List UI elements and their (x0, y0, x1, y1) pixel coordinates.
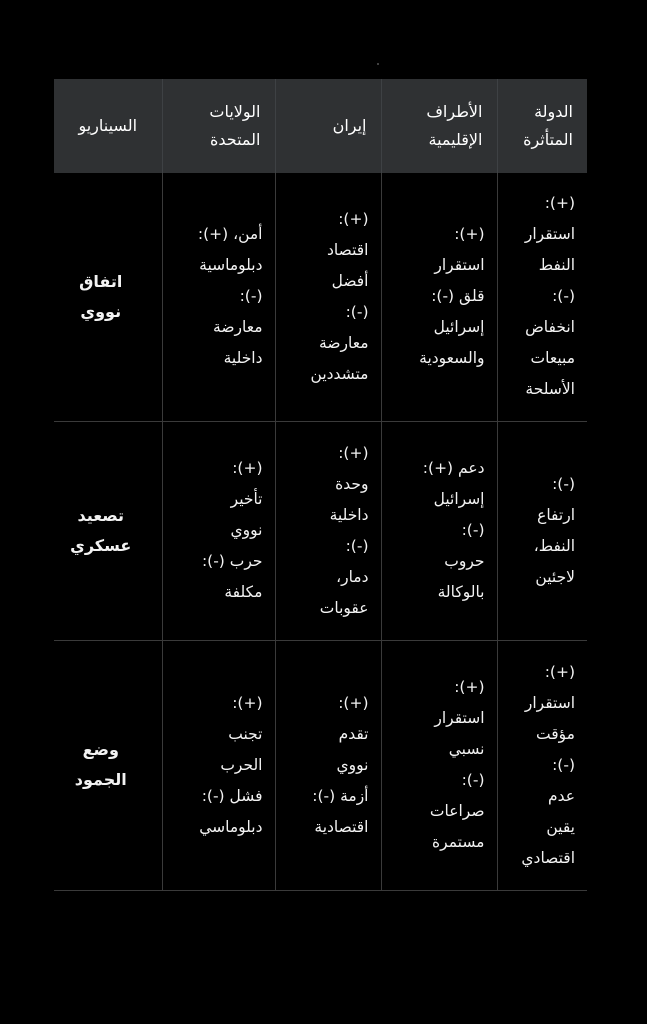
cell-scenario: اتفاق نووي (54, 173, 162, 421)
header-regional-parties: الأطراف الإقليمية (381, 79, 497, 173)
header-iran: إيران (275, 79, 381, 173)
cell-affected-state: (+): استقرار مؤقت (-): عدم يقين اقتصادي (497, 640, 587, 890)
header-affected-state: الدولة المتأثرة (497, 79, 587, 173)
header-united-states: الولايات المتحدة (162, 79, 275, 173)
cell-affected-state: (-): ارتفاع النفط، لاجئين (497, 421, 587, 640)
cell-regional-parties: (+): استقرار قلق (-): إسرائيل والسعودية (381, 173, 497, 421)
cell-regional-parties: دعم (+): إسرائيل (-): حروب بالوكالة (381, 421, 497, 640)
table-row (54, 173, 587, 421)
cell-united-states: (+): تأخير نووي حرب (-): مكلفة (162, 421, 275, 640)
cell-regional-parties: (+): استقرار نسبي (-): صراعات مستمرة (381, 640, 497, 890)
cell-iran: (+): اقتصاد أفضل (-): معارضة متشددين (275, 173, 381, 421)
header-scenario: السيناريو (54, 79, 162, 173)
cell-affected-state: (+): استقرار النفط (-): انخفاض مبيعات الأسلحة (497, 173, 587, 421)
cell-united-states: أمن، (+): دبلوماسية (-): معارضة داخلية (162, 173, 275, 421)
header-row (54, 79, 587, 173)
table-row (54, 421, 587, 640)
cell-iran: (+): تقدم نووي أزمة (-): اقتصادية (275, 640, 381, 890)
table-row (54, 640, 587, 890)
table-body (54, 173, 587, 890)
cell-scenario: وضع الجمود (54, 640, 162, 890)
table-header (54, 79, 587, 173)
cell-iran: (+): وحدة داخلية (-): دمار، عقوبات (275, 421, 381, 640)
scenario-comparison-table (54, 79, 587, 891)
cell-united-states: (+): تجنب الحرب فشل (-): دبلوماسي (162, 640, 275, 890)
cell-scenario: تصعيد عسكري (54, 421, 162, 640)
decorative-dot (377, 63, 379, 65)
